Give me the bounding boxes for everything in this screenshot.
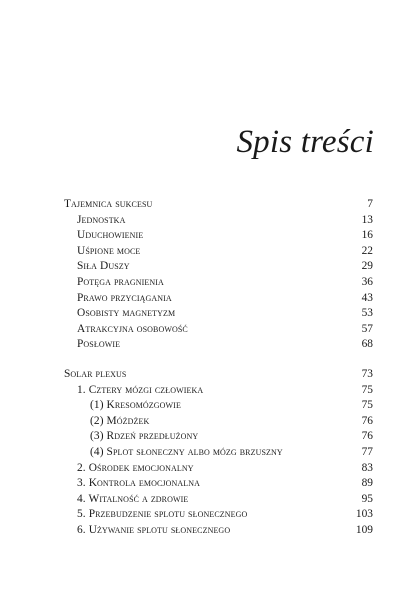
toc-entry-page-number: 29 bbox=[361, 260, 373, 273]
toc-entry-page-number: 57 bbox=[361, 322, 373, 335]
toc-entry-page-number: 76 bbox=[361, 414, 373, 427]
toc-entry[interactable] bbox=[0, 429, 416, 445]
toc-entry[interactable] bbox=[0, 461, 416, 477]
toc-entry[interactable] bbox=[0, 275, 416, 291]
page-title: Spis treści bbox=[236, 124, 374, 160]
toc-entry-title: Siła Duszy bbox=[77, 260, 130, 273]
toc-entry-page-number: 76 bbox=[361, 430, 373, 443]
toc-entry[interactable] bbox=[0, 228, 416, 244]
toc-entry-page-number: 103 bbox=[355, 508, 373, 521]
toc-section bbox=[0, 367, 416, 539]
toc-entry-title: (3) Rdzeń przedłużony bbox=[90, 430, 199, 443]
toc-entry-title: 5. Przebudzenie splotu słonecznego bbox=[77, 508, 248, 521]
toc-entry-page-number: 7 bbox=[367, 198, 373, 210]
toc-entry[interactable] bbox=[0, 213, 416, 229]
toc-entry[interactable] bbox=[0, 414, 416, 430]
toc-entry[interactable] bbox=[0, 492, 416, 508]
toc-entry-title: (1) Kresomózgowie bbox=[90, 399, 181, 412]
toc-entry[interactable] bbox=[0, 322, 416, 338]
toc-entry[interactable] bbox=[0, 291, 416, 307]
toc-entry-page-number: 22 bbox=[361, 244, 373, 257]
toc-entry[interactable] bbox=[0, 337, 416, 353]
toc-entry-title: Jednostka bbox=[77, 213, 126, 226]
toc-entry-page-number: 89 bbox=[361, 477, 373, 490]
toc-entry[interactable] bbox=[0, 244, 416, 260]
toc-entry[interactable] bbox=[0, 476, 416, 492]
toc-entry-title: Solar plexus bbox=[64, 367, 127, 380]
toc-entry-title: Tajemnica sukcesu bbox=[64, 198, 153, 210]
toc-entry-page-number: 73 bbox=[361, 367, 373, 380]
table-of-contents bbox=[0, 197, 416, 538]
toc-entry-title: 4. Witalność a zdrowie bbox=[77, 492, 189, 505]
toc-entry-title: Potęga pragnienia bbox=[77, 275, 164, 288]
toc-entry-page-number: 75 bbox=[361, 399, 373, 412]
toc-entry-page-number: 43 bbox=[361, 291, 373, 304]
toc-entry-title: (2) Móżdżek bbox=[90, 414, 150, 427]
toc-entry-title: Atrakcyjna osobowość bbox=[77, 322, 188, 335]
toc-entry-title: 3. Kontrola emocjonalna bbox=[77, 477, 200, 490]
toc-entry-title: 6. Używanie splotu słonecznego bbox=[77, 523, 231, 536]
toc-entry[interactable] bbox=[0, 507, 416, 523]
toc-entry[interactable] bbox=[0, 445, 416, 461]
toc-entry-page-number: 53 bbox=[361, 307, 373, 320]
toc-entry-page-number: 83 bbox=[361, 461, 373, 474]
toc-entry[interactable] bbox=[0, 306, 416, 322]
toc-entry-page-number: 68 bbox=[361, 338, 373, 351]
toc-entry-title: Uśpione moce bbox=[77, 244, 141, 257]
toc-entry-page-number: 36 bbox=[361, 275, 373, 288]
toc-entry[interactable] bbox=[0, 383, 416, 399]
toc-entry-title: Prawo przyciągania bbox=[77, 291, 172, 304]
toc-chapter-entry[interactable] bbox=[0, 197, 416, 213]
toc-entry-title: Posłowie bbox=[77, 338, 121, 351]
toc-entry-title: Osobisty magnetyzm bbox=[77, 307, 176, 320]
toc-entry[interactable] bbox=[0, 259, 416, 275]
toc-entry-page-number: 109 bbox=[355, 523, 373, 536]
toc-entry-page-number: 75 bbox=[361, 383, 373, 396]
toc-entry[interactable] bbox=[0, 398, 416, 414]
toc-section bbox=[0, 197, 416, 353]
toc-entry-title: (4) Splot słoneczny albo mózg brzuszny bbox=[90, 445, 283, 458]
toc-entry-title: 1. Cztery mózgi człowieka bbox=[77, 383, 204, 396]
toc-entry-title: Uduchowienie bbox=[77, 229, 144, 242]
toc-entry-page-number: 13 bbox=[361, 213, 373, 226]
toc-entry[interactable] bbox=[0, 523, 416, 539]
toc-entry-title: 2. Ośrodek emocjonalny bbox=[77, 461, 194, 474]
toc-entry-page-number: 16 bbox=[361, 229, 373, 242]
toc-entry-page-number: 77 bbox=[361, 445, 373, 458]
toc-chapter-entry[interactable] bbox=[0, 367, 416, 383]
toc-entry-page-number: 95 bbox=[361, 492, 373, 505]
